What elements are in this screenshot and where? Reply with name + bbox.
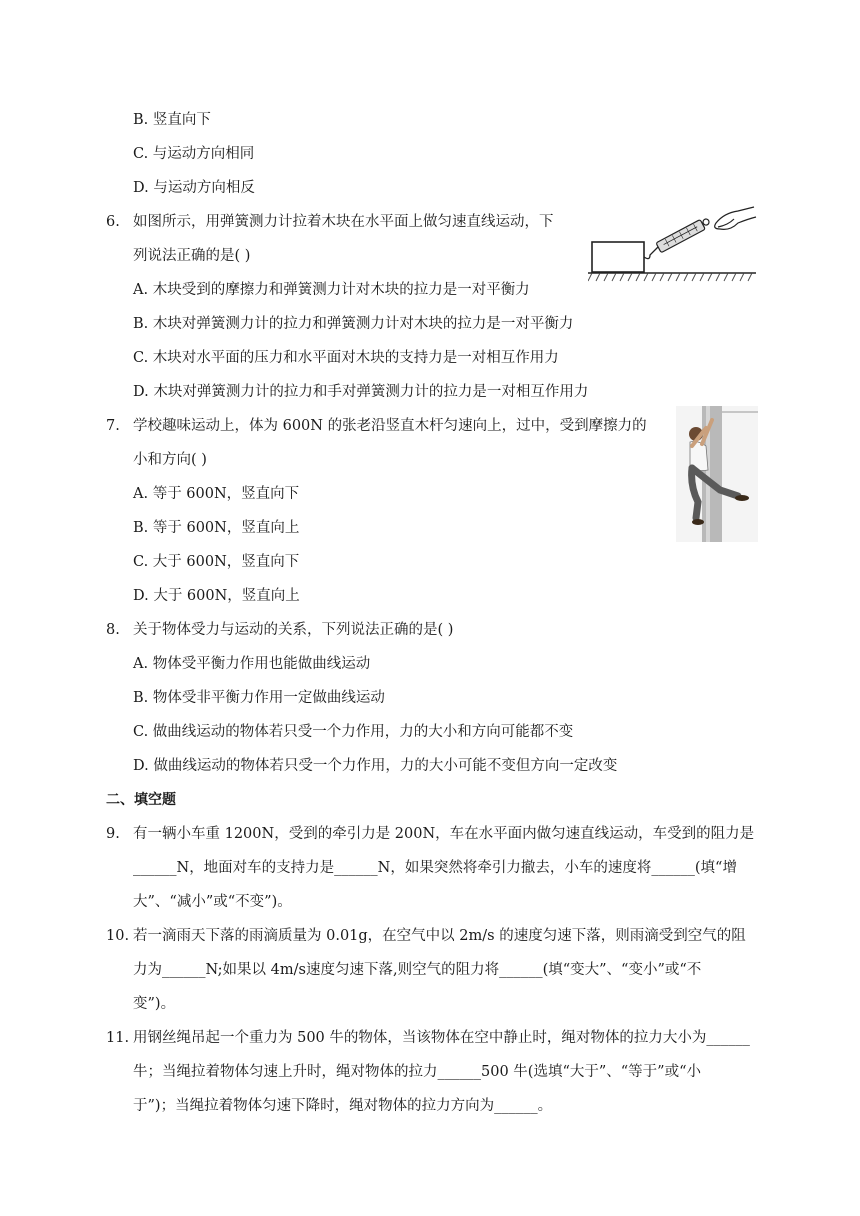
spring-scale-figure (588, 205, 758, 285)
q7-option-c: C. 大于 600N，竖直向下 (133, 554, 300, 570)
q8-option-c: C. 做曲线运动的物体若只受一个力作用，力的大小和方向可能都不变 (133, 724, 574, 740)
q8-number: 8. (106, 622, 120, 638)
section-heading-fill-in: 二、填空题 (106, 792, 176, 808)
q6-option-d: D. 木块对弹簧测力计的拉力和手对弹簧测力计的拉力是一对相互作用力 (133, 384, 589, 400)
q10-line1: 若一滴雨天下落的雨滴质量为 0.01g，在空气中以 2m/s 的速度匀速下落，则雨滴受到空气的阻 (133, 928, 746, 944)
q7-option-d: D. 大于 600N，竖直向上 (133, 588, 300, 604)
q9-line3: 大”、“减小”或“不变”)。 (133, 894, 292, 910)
q10-line2: 力为______N;如果以 4m/s速度匀速下落,则空气的阻力将______(填“变大”、“变小”或“不 (133, 962, 702, 978)
q9-number: 9. (106, 826, 120, 842)
q11-line3: 于”)；当绳拉着物体匀速下降时，绳对物体的拉力方向为______。 (133, 1098, 553, 1114)
q7-option-b: B. 等于 600N，竖直向上 (133, 520, 300, 536)
q5-option-c: C. 与运动方向相同 (133, 146, 255, 162)
q8-option-b: B. 物体受非平衡力作用一定做曲线运动 (133, 690, 385, 706)
q9-line1: 有一辆小车重 1200N，受到的牵引力是 200N，车在水平面内做匀速直线运动，车受到的阻力是 (133, 826, 755, 842)
q7-stem-line2: 小和方向( ) (133, 452, 207, 468)
q7-number: 7. (106, 418, 120, 434)
q11-line1: 用钢丝绳吊起一个重力为 500 牛的物体，当该物体在空中静止时，绳对物体的拉力大小为______ (133, 1030, 750, 1046)
q6-stem-line1: 如图所示，用弹簧测力计拉着木块在水平面上做匀速直线运动，下 (133, 214, 554, 230)
q6-option-b: B. 木块对弹簧测力计的拉力和弹簧测力计对木块的拉力是一对平衡力 (133, 316, 574, 332)
q7-stem-line1: 学校趣味运动上，体为 600N 的张老沿竖直木杆匀速向上，过中，受到摩擦力的 (133, 418, 647, 434)
q6-number: 6. (106, 214, 120, 230)
q8-option-d: D. 做曲线运动的物体若只受一个力作用，力的大小可能不变但方向一定改变 (133, 758, 618, 774)
q11-number: 11. (106, 1030, 130, 1046)
q10-number: 10. (106, 928, 130, 944)
q5-option-b: B. 竖直向下 (133, 112, 211, 128)
q6-stem-line2: 列说法正确的是( ) (133, 248, 251, 264)
q7-option-a: A. 等于 600N，竖直向下 (133, 486, 300, 502)
q8-option-a: A. 物体受平衡力作用也能做曲线运动 (133, 656, 371, 672)
q6-option-a: A. 木块受到的摩擦力和弹簧测力计对木块的拉力是一对平衡力 (133, 282, 530, 298)
q5-option-d: D. 与运动方向相反 (133, 180, 255, 196)
pole-climber-photo (676, 406, 758, 542)
q8-stem: 关于物体受力与运动的关系，下列说法正确的是( ) (133, 622, 454, 638)
q6-option-c: C. 木块对水平面的压力和水平面对木块的支持力是一对相互作用力 (133, 350, 559, 366)
q9-line2: ______N，地面对车的支持力是______N，如果突然将牵引力撤去，小车的速度将______(填“增 (133, 860, 737, 876)
q11-line2: 牛；当绳拉着物体匀速上升时，绳对物体的拉力______500 牛(选填“大于”、“等于”或“小 (133, 1064, 702, 1080)
q10-line3: 变”)。 (133, 996, 176, 1012)
